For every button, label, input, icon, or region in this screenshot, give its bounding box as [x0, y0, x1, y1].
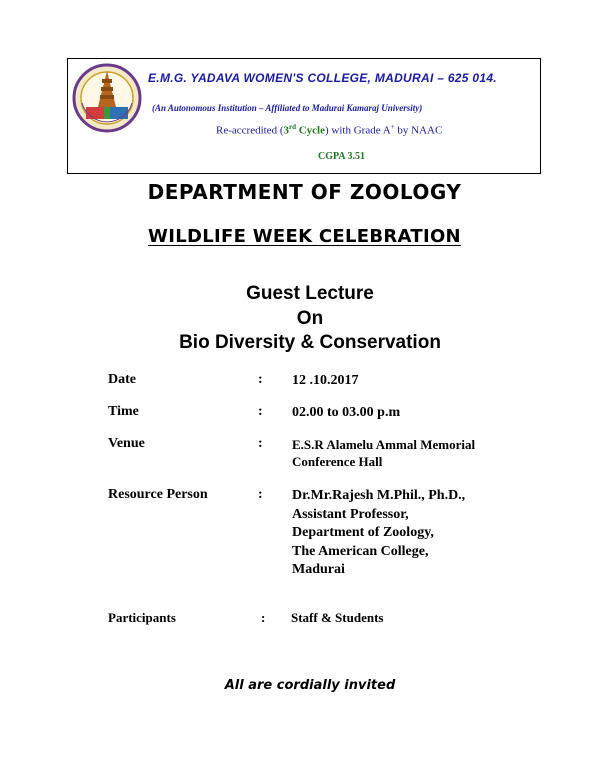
accreditation-line — [216, 123, 536, 137]
college-name: E.M.G. YADAVA WOMEN'S COLLEGE, MADURAI – 625 014. — [148, 71, 497, 85]
cycle-word: Cycle — [295, 124, 325, 137]
participants-value: Staff & Students — [291, 610, 384, 625]
resource-line: Department of Zoology, — [292, 525, 434, 540]
grade-plus: + — [390, 123, 395, 131]
resource-person-value — [292, 487, 465, 580]
cgpa: CGPA 3.51 — [318, 151, 366, 162]
lecture-title — [0, 282, 609, 356]
time-label: Time — [108, 404, 139, 419]
date-value: 12 .10.2017 — [292, 373, 359, 388]
time-value: 02.00 to 03.00 p.m — [292, 405, 401, 420]
participants-label: Participants — [108, 610, 176, 625]
lecture-line-1: Guest Lecture — [246, 283, 374, 304]
event-title — [0, 226, 609, 247]
accreditation-middle: ) with Grade A — [325, 124, 391, 137]
event-title-text: WILDLIFE WEEK CELEBRATION — [148, 226, 461, 247]
venue-line-1: E.S.R Alamelu Ammal Memorial — [292, 437, 476, 452]
venue-value — [292, 436, 475, 470]
resource-line: Assistant Professor, — [292, 506, 409, 522]
venue-line-2: Conference Hall — [292, 454, 383, 469]
resource-line: Madurai — [292, 562, 345, 577]
resource-line: The American College, — [292, 543, 429, 559]
date-colon: : — [258, 372, 263, 387]
resource-person-label: Resource Person — [108, 487, 208, 502]
lecture-line-3: Bio Diversity & Conservation — [179, 332, 441, 353]
accreditation-prefix: Re-accredited ( — [216, 124, 284, 137]
venue-label: Venue — [108, 436, 145, 451]
department-title: DEPARTMENT OF ZOOLOGY — [147, 180, 462, 204]
affiliation-line: (An Autonomous Institution – Affiliated to Madurai Kamaraj University) — [152, 103, 423, 113]
date-label: Date — [108, 372, 136, 387]
resource-line: Dr.Mr.Rajesh M.Phil., Ph.D., — [292, 488, 466, 503]
lecture-line-2: On — [296, 307, 324, 329]
college-emblem-icon — [72, 63, 142, 133]
cycle-suffix: rd — [288, 123, 296, 131]
time-colon: : — [258, 404, 263, 419]
participants-colon: : — [261, 610, 266, 625]
resource-person-colon: : — [258, 487, 263, 502]
college-header — [67, 58, 541, 174]
cycle-number: 3 — [283, 124, 289, 137]
accreditation-suffix: by NAAC — [394, 124, 443, 137]
venue-colon: : — [258, 436, 263, 451]
invitation-text: All are cordially invited — [224, 678, 396, 693]
